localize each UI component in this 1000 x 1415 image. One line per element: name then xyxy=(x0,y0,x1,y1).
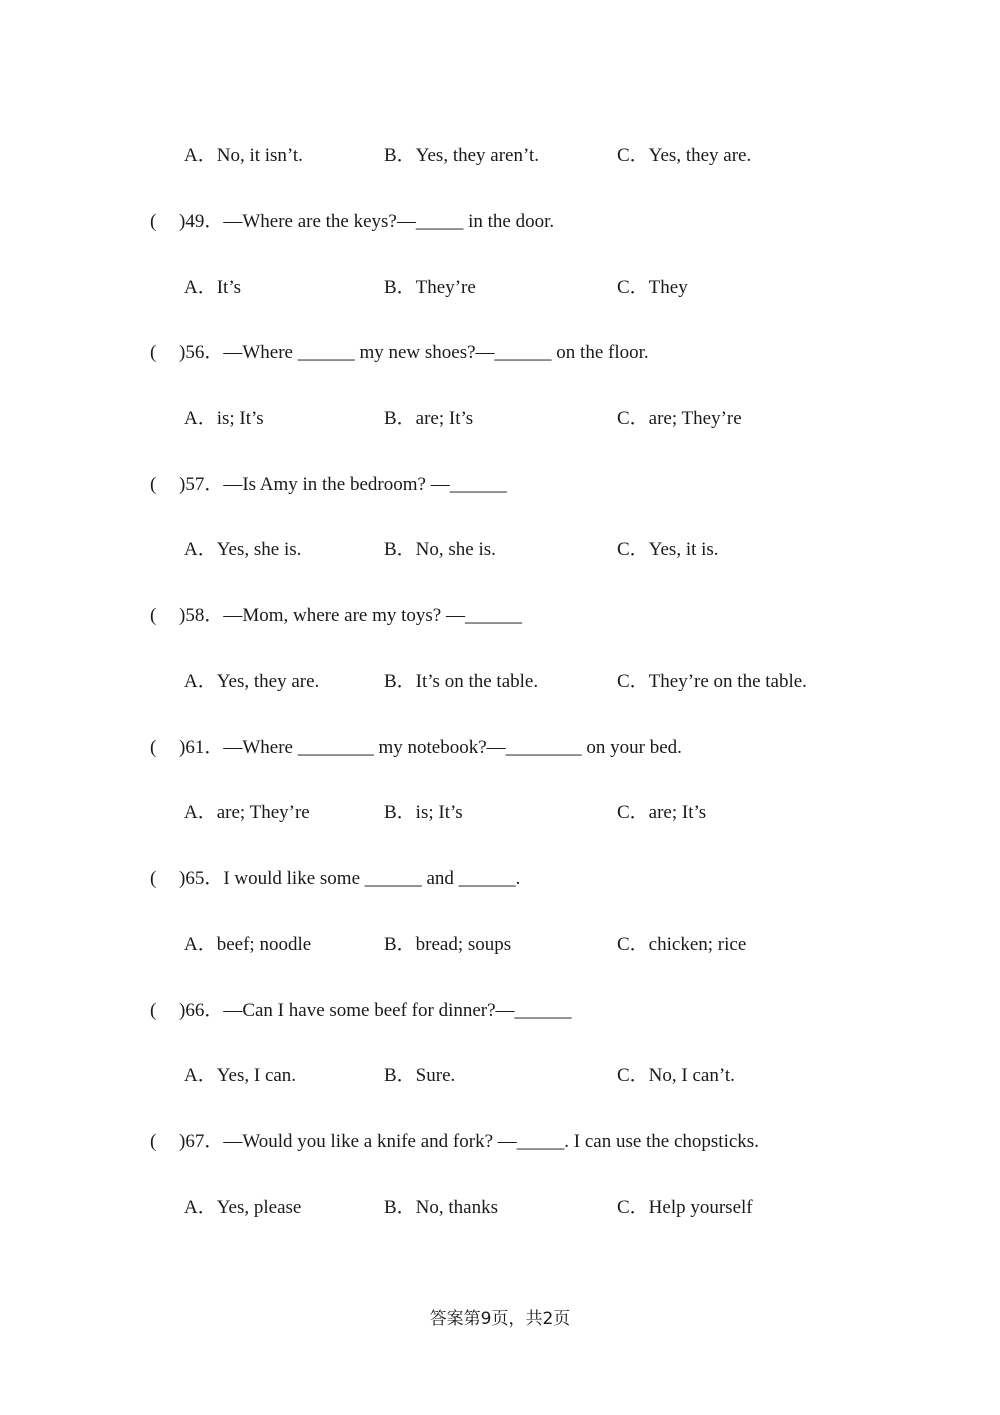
answer-paren: ( xyxy=(150,342,157,363)
option-b: B．Yes, they aren’t. xyxy=(384,145,539,166)
question-text: )49．—Where are the keys?—_____ in the door. xyxy=(179,211,555,232)
options-row-61 xyxy=(0,798,1000,828)
question-65 xyxy=(0,864,1000,894)
question-text: )61．—Where ________ my notebook?—________ on your bed. xyxy=(179,737,682,758)
option-b: B．It’s on the table. xyxy=(384,671,539,692)
answer-paren: ( xyxy=(150,737,157,758)
options-row-top xyxy=(0,141,1000,171)
options-row-67 xyxy=(0,1193,1000,1223)
page-footer: 答案第9页，共2页 xyxy=(429,1309,571,1329)
question-58 xyxy=(0,601,1000,631)
options-row-56 xyxy=(0,404,1000,434)
question-text: )65．I would like some ______ and ______. xyxy=(179,868,521,889)
question-text: )66．—Can I have some beef for dinner?—______ xyxy=(179,1000,572,1021)
option-c: C．chicken; rice xyxy=(617,934,747,955)
option-c: C．They’re on the table. xyxy=(617,671,807,692)
question-61 xyxy=(0,733,1000,763)
option-b: B．No, thanks xyxy=(384,1197,499,1218)
options-row-57 xyxy=(0,535,1000,565)
question-text: )58．—Mom, where are my toys? —______ xyxy=(179,605,522,626)
option-c: C．They xyxy=(617,277,688,298)
options-row-49 xyxy=(0,273,1000,303)
answer-paren: ( xyxy=(150,605,157,626)
question-text: )67．—Would you like a knife and fork? —_____. I can use the chopsticks. xyxy=(179,1131,759,1152)
option-c: C．No, I can’t. xyxy=(617,1065,735,1086)
option-c: C．Yes, they are. xyxy=(617,145,752,166)
option-a: A．are; They’re xyxy=(184,802,310,823)
option-a: A．beef; noodle xyxy=(184,934,312,955)
options-row-65 xyxy=(0,930,1000,960)
option-b: B．Sure. xyxy=(384,1065,456,1086)
options-row-58 xyxy=(0,667,1000,697)
question-56 xyxy=(0,338,1000,368)
option-c: C．are; It’s xyxy=(617,802,707,823)
answer-paren: ( xyxy=(150,1000,157,1021)
option-b: B．is; It’s xyxy=(384,802,463,823)
option-a: A．Yes, I can. xyxy=(184,1065,297,1086)
option-b: B．bread; soups xyxy=(384,934,512,955)
option-c: C．are; They’re xyxy=(617,408,742,429)
option-c: C．Yes, it is. xyxy=(617,539,719,560)
question-57 xyxy=(0,470,1000,500)
option-b: B．They’re xyxy=(384,277,476,298)
option-a: A．is; It’s xyxy=(184,408,264,429)
option-b: B．are; It’s xyxy=(384,408,474,429)
option-a: A．Yes, please xyxy=(184,1197,302,1218)
question-66 xyxy=(0,996,1000,1026)
option-a: A．Yes, they are. xyxy=(184,671,320,692)
question-text: )56．—Where ______ my new shoes?—______ on the floor. xyxy=(179,342,649,363)
option-c: C．Help yourself xyxy=(617,1197,753,1218)
option-b: B．No, she is. xyxy=(384,539,496,560)
options-row-66 xyxy=(0,1061,1000,1091)
question-49 xyxy=(0,207,1000,237)
question-67 xyxy=(0,1127,1000,1157)
answer-paren: ( xyxy=(150,1131,157,1152)
option-a: A．It’s xyxy=(184,277,242,298)
answer-paren: ( xyxy=(150,868,157,889)
answer-paren: ( xyxy=(150,474,157,495)
answer-paren: ( xyxy=(150,211,157,232)
option-a: A．No, it isn’t. xyxy=(184,145,303,166)
option-a: A．Yes, she is. xyxy=(184,539,302,560)
question-text: )57．—Is Amy in the bedroom? —______ xyxy=(179,474,507,495)
